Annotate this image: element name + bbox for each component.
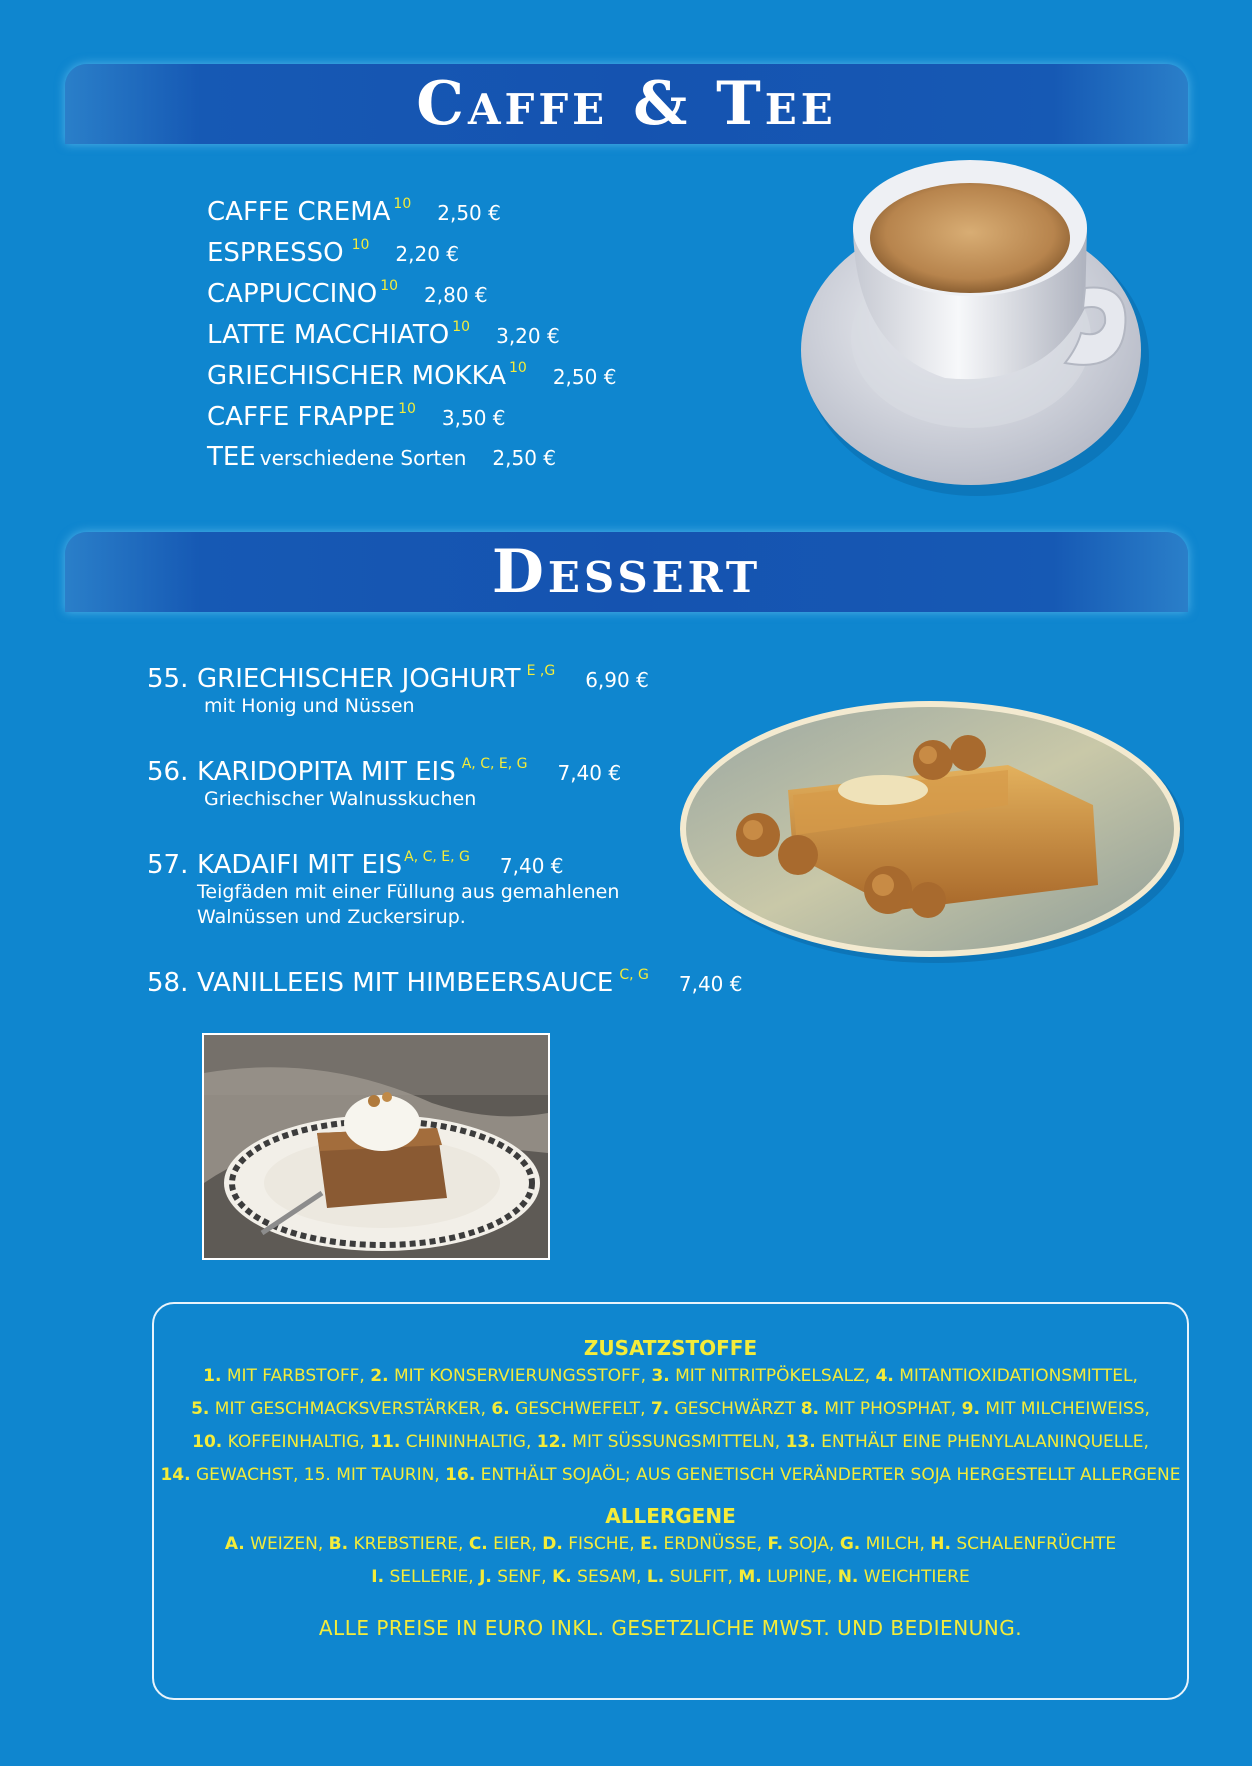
dessert-item-58 [147,967,743,998]
additive-code: 8. [800,1399,819,1419]
additive-label: MIT GESCHMACKSVERSTÄRKER, [209,1399,492,1419]
allergen-label: LUPINE, [761,1567,838,1587]
allergens-list [154,1528,1187,1594]
additive-line [154,1426,1187,1459]
allergen-line [154,1561,1187,1594]
additive-label: MIT KONSERVIERUNGSSTOFF, [388,1366,652,1386]
item-name: LATTE MACCHIATO [207,320,450,350]
additives-heading: ZUSATZSTOFFE [583,1336,758,1360]
dessert-section-title: Dessert [491,537,762,607]
additive-code: 13. [785,1432,816,1452]
allergen-label: SENF, [491,1567,553,1587]
allergen-label: WEIZEN, [244,1534,329,1554]
espresso-cup-image [795,158,1155,503]
item-price: 3,20 € [496,324,560,348]
allergen-label: SOJA, [783,1534,840,1554]
price-notice: ALLE PREISE IN EURO INKL. GESETZLICHE MWST. UND BEDIENUNG. [318,1616,1023,1640]
additive-label: MITANTIOXIDATIONSMITTEL, [893,1366,1138,1386]
allergen-label: FISCHE, [562,1534,641,1554]
karidopita-image [202,1033,550,1260]
item-price: 2,50 € [492,446,557,470]
item-price: 7,40 € [678,972,743,996]
additive-marker: 10 [508,360,527,376]
additive-code: 16. [445,1465,476,1485]
additive-label: GESCHWEFELT, [509,1399,651,1419]
item-price: 7,40 € [557,761,622,785]
item-name: GRIECHISCHER MOKKA [207,361,506,391]
item-number: 57. [147,850,189,880]
menu-item-caffe-frappe [207,401,506,432]
allergen-label: SELLERIE, [384,1567,480,1587]
additive-label: MIT PHOSPHAT, [819,1399,962,1419]
allergen-code: N. [837,1567,859,1587]
item-number: 56. [147,757,189,787]
item-price: 2,50 € [437,201,501,225]
item-price: 2,50 € [552,365,617,389]
item-number: 55. [147,664,189,694]
item-name: ESPRESSO [207,238,344,268]
additive-marker: 10 [452,319,471,335]
item-name: VANILLEEIS MIT HIMBEERSAUCE [197,968,614,998]
additive-label: GESCHWÄRZT [669,1399,801,1419]
item-name: KADAIFI MIT EIS [197,850,403,880]
allergen-code: J. [479,1567,492,1587]
menu-item-latte-macchiato [207,319,560,350]
dessert-item-56 [147,756,621,812]
additive-code: 10. [192,1432,223,1452]
additive-marker: 10 [380,278,399,294]
allergen-label: MILCH, [860,1534,931,1554]
item-description: mit Honig und Nüssen [204,695,415,717]
allergen-code: L. [646,1567,665,1587]
additives-list [154,1360,1187,1492]
allergen-code: D. [542,1534,563,1554]
allergen-code: B. [328,1534,349,1554]
allergen-marker: A, C, E, G [404,849,470,865]
item-name: CAFFE CREMA [207,197,391,227]
additive-label: CHININHALTIG, [400,1432,537,1452]
item-price: 7,40 € [499,854,564,878]
additive-code: 3. [651,1366,670,1386]
menu-item-cappuccino [207,278,488,309]
item-price: 2,20 € [395,242,460,266]
dessert-item-55 [147,663,649,719]
allergen-code: C. [468,1534,488,1554]
allergen-code: M. [738,1567,762,1587]
allergen-label: WEICHTIERE [858,1567,970,1587]
additive-label: GEWACHST, 15. MIT TAURIN, [190,1465,446,1485]
additive-code: 12. [536,1432,567,1452]
additive-label: MIT MILCHEIWEISS, [979,1399,1150,1419]
coffee-section-title: Caffe & Tee [416,69,837,139]
additive-label: MIT FARBSTOFF, [221,1366,371,1386]
dessert-section-banner [65,532,1188,612]
menu-item-tee [207,442,556,472]
additive-code: 7. [650,1399,670,1419]
additive-code: 2. [370,1366,389,1386]
allergens-heading: ALLERGENE [605,1504,736,1528]
item-name: GRIECHISCHER JOGHURT [197,664,521,694]
additive-label: MIT SÜSSUNGSMITTELN, [566,1432,786,1452]
allergen-code: H. [930,1534,951,1554]
additive-label: ENTHÄLT EINE PHENYLALANINQUELLE, [815,1432,1149,1452]
allergen-code: F. [767,1534,784,1554]
item-description: Griechischer Walnusskuchen [204,788,477,810]
item-name: KARIDOPITA MIT EIS [197,757,456,787]
allergen-label: EIER, [487,1534,543,1554]
dessert-item-57 [147,849,619,930]
baklava-image [678,695,1184,967]
additive-marker: 10 [393,196,412,212]
menu-item-espresso [207,237,459,268]
additive-line [154,1360,1187,1393]
item-name: CAPPUCCINO [207,279,378,309]
coffee-section-banner [65,64,1188,144]
additive-code: 6. [491,1399,510,1419]
additive-code: 4. [875,1366,894,1386]
item-name: CAFFE FRAPPE [207,402,396,432]
allergen-code: A. [224,1534,245,1554]
allergen-marker: C, G [619,967,649,983]
additive-code: 9. [961,1399,980,1419]
additive-label: KOFFEINHALTIG, [222,1432,371,1452]
item-number: 58. [147,968,189,998]
item-price: 3,50 € [441,406,506,430]
additive-code: 11. [370,1432,401,1452]
allergen-code: K. [552,1567,572,1587]
additive-marker: 10 [351,237,370,253]
additive-code: 5. [191,1399,210,1419]
item-description-line-1: Teigfäden mit einer Füllung aus gemahlenen [197,881,620,903]
allergen-code: E. [640,1534,659,1554]
allergen-label: SESAM, [571,1567,647,1587]
additive-line [154,1459,1187,1492]
item-price: 2,80 € [424,283,488,307]
additive-marker: 10 [398,401,416,417]
additive-label: ENTHÄLT SOJAÖL; AUS GENETISCH VERÄNDERTER SOJA HERGESTELLT ALLERGENE [475,1465,1181,1485]
menu-item-griechischer-mokka [207,360,616,391]
allergen-line [154,1528,1187,1561]
allergen-label: SCHALENFRÜCHTE [950,1534,1117,1554]
additive-label: MIT NITRITPÖKELSALZ, [669,1366,876,1386]
menu-item-caffe-crema [207,196,501,227]
item-price: 6,90 € [585,668,649,692]
additive-line [154,1393,1187,1426]
item-note: verschiedene Sorten [259,446,467,470]
allergen-label: ERDNÜSSE, [658,1534,768,1554]
allergen-label: KREBSTIERE, [348,1534,469,1554]
item-name: TEE [207,442,256,472]
allergen-code: G. [839,1534,861,1554]
additives-allergens-info-box [152,1302,1189,1700]
allergen-code: I. [371,1567,385,1587]
additive-code: 1. [203,1366,222,1386]
allergen-label: SULFIT, [664,1567,739,1587]
additive-code: 14. [160,1465,191,1485]
item-description-line-2: Walnüssen und Zuckersirup. [197,906,466,928]
allergen-marker: E ,G [526,663,556,679]
allergen-marker: A, C, E, G [461,756,528,772]
